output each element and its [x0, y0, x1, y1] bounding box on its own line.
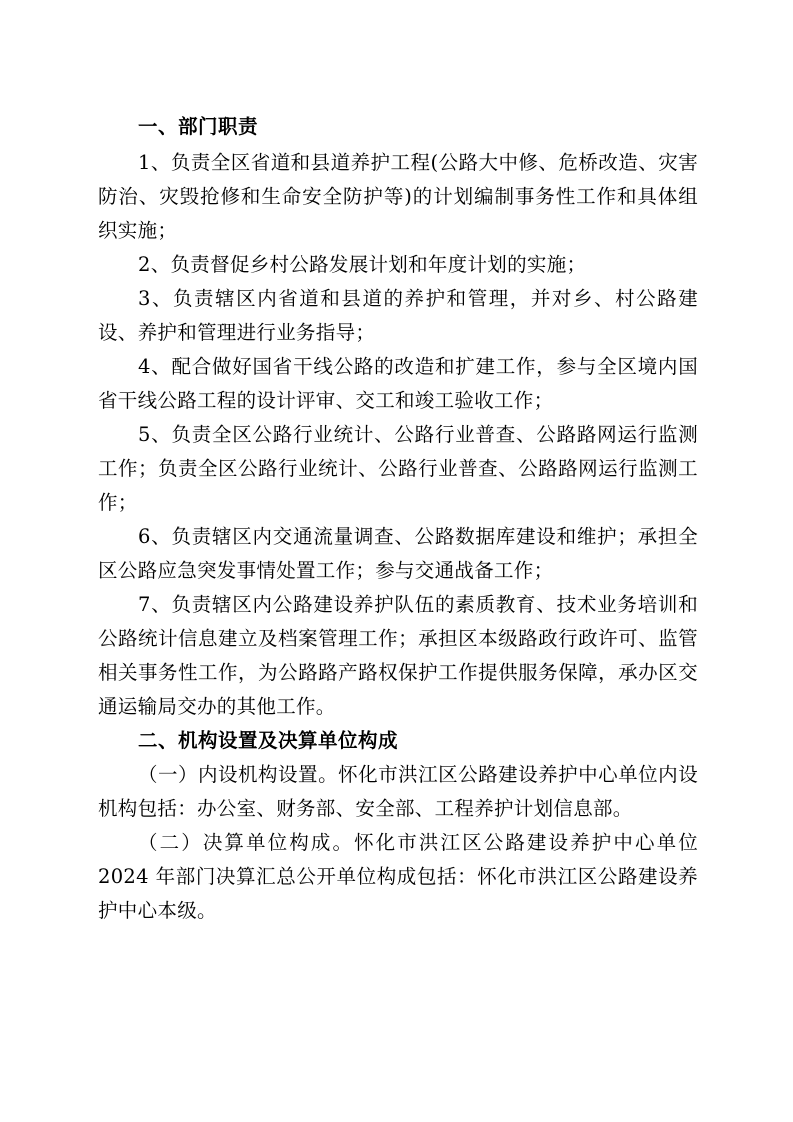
- duty-item-6: 6、负责辖区内交通流量调查、公路数据库建设和维护；承担全区公路应急突发事情处置工作；参与交通战备工作；: [98, 525, 698, 582]
- organization-item-2: （二）决算单位构成。怀化市洪江区公路建设养护中心单位 2024 年部门决算汇总公开单位构成包括：怀化市洪江区公路建设养护中心本级。: [98, 831, 698, 922]
- document-body: [98, 110, 698, 928]
- duty-item-4: 4、配合做好国省干线公路的改造和扩建工作，参与全区境内国省干线公路工程的设计评审、交工和竣工验收工作；: [98, 355, 698, 412]
- duty-item-1: 1、负责全区省道和县道养护工程(公路大中修、危桥改造、灾害防治、灾毁抢修和生命安全防护等)的计划编制事务性工作和具体组织实施；: [98, 151, 698, 242]
- section-heading-organization: 二、机构设置及决算单位构成: [138, 729, 399, 752]
- duty-item-5: 5、负责全区公路行业统计、公路行业普查、公路路网运行监测工作；负责全区公路行业统计、公路行业普查、公路路网运行监测工作；: [98, 423, 698, 514]
- organization-item-1: （一）内设机构设置。怀化市洪江区公路建设养护中心单位内设机构包括：办公室、财务部、安全部、工程养护计划信息部。: [98, 763, 698, 820]
- duty-item-7: 7、负责辖区内公路建设养护队伍的素质教育、技术业务培训和公路统计信息建立及档案管理工作；承担区本级路政行政许可、监管相关事务性工作，为公路路产路权保护工作提供服务保障，承办区交通运输局交办的其他工作。: [98, 593, 698, 718]
- section-heading-duties: 一、部门职责: [138, 115, 259, 138]
- duty-item-3: 3、负责辖区内省道和县道的养护和管理，并对乡、村公路建设、养护和管理进行业务指导；: [98, 287, 698, 344]
- duty-item-2: 2、负责督促乡村公路发展计划和年度计划的实施；: [138, 253, 587, 276]
